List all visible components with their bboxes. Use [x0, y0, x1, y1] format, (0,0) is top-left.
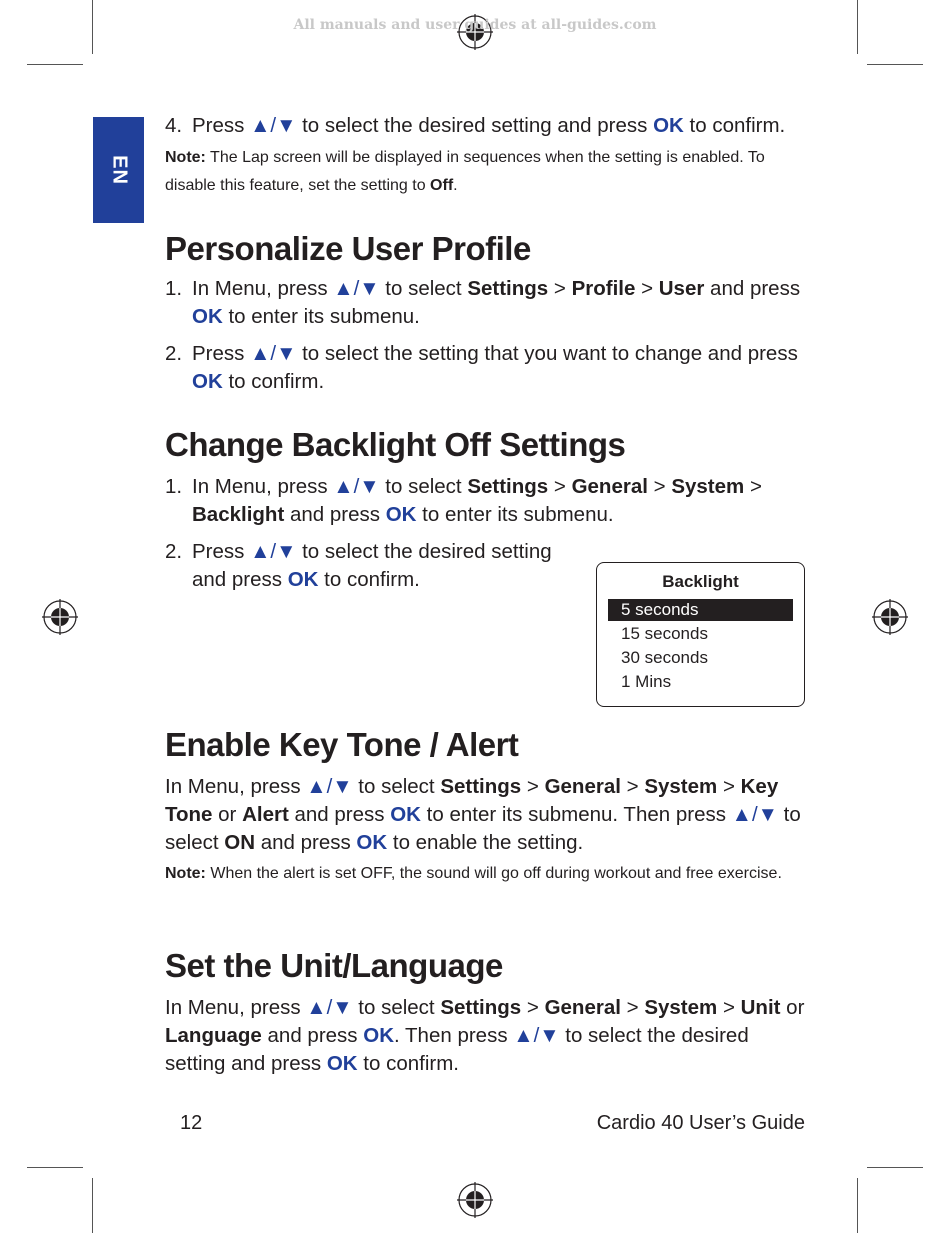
step-number: 1. — [165, 277, 183, 300]
step-text: to confirm. — [318, 568, 420, 591]
step-text: to select — [379, 277, 468, 300]
para-text: In Menu, press — [165, 775, 307, 798]
step-text: to select the desired setting and press — [192, 540, 552, 591]
up-down-arrow-icon: ▲/▼ — [250, 114, 297, 137]
separator: > — [647, 475, 672, 498]
step-text: Press — [192, 540, 251, 563]
step-text: to select — [379, 475, 468, 498]
section-heading-backlight: Change Backlight Off Settings — [165, 426, 626, 463]
menu-unit: Unit — [740, 996, 781, 1019]
menu-alert: Alert — [242, 803, 289, 826]
menu-settings: Settings — [440, 775, 522, 798]
step-text: and press — [284, 503, 386, 526]
menu-system: System — [671, 475, 745, 498]
separator: > — [521, 775, 545, 798]
step-text: Press — [192, 342, 251, 365]
menu-profile: Profile — [571, 277, 636, 300]
screen-option: 15 seconds — [621, 624, 708, 643]
crop-mark — [27, 64, 83, 65]
para-text: In Menu, press — [165, 996, 307, 1019]
registration-mark-icon — [42, 599, 78, 635]
menu-general: General — [544, 775, 621, 798]
menu-settings: Settings — [467, 475, 549, 498]
step-number: 4. — [165, 114, 183, 137]
para-text: and press — [288, 803, 391, 826]
menu-general: General — [544, 996, 621, 1019]
page-content — [165, 112, 810, 594]
para-text: to enable the setting. — [387, 831, 584, 854]
language-tab-label: EN — [108, 155, 130, 185]
keytone-section — [165, 725, 810, 888]
option-on: ON — [224, 831, 255, 854]
para-text: to select — [165, 803, 801, 854]
menu-settings: Settings — [467, 277, 549, 300]
ok-key: OK — [363, 1024, 394, 1047]
ok-key: OK — [653, 114, 684, 137]
separator: > — [521, 996, 545, 1019]
note-text: The Lap screen will be displayed in sequences when the setting is enabled. To disable this feature, set the setting to — [165, 149, 765, 194]
para-text: or — [212, 803, 243, 826]
menu-user: User — [658, 277, 705, 300]
registration-mark-icon — [457, 1182, 493, 1218]
menu-general: General — [571, 475, 648, 498]
step-number: 2. — [165, 540, 183, 563]
para-text: to select — [352, 996, 441, 1019]
step-text: Press — [192, 114, 251, 137]
section-heading-unit: Set the Unit/Language — [165, 947, 503, 984]
language-tab — [93, 117, 144, 223]
step-text: to select the desired setting and press — [296, 114, 654, 137]
watermark: All manuals and user guides at all-guides.com — [293, 17, 657, 33]
backlight-screen — [596, 562, 805, 707]
note-off: Off — [430, 177, 454, 194]
up-down-arrow-icon: ▲/▼ — [306, 775, 353, 798]
separator: > — [717, 775, 741, 798]
para-text: and press — [261, 1024, 364, 1047]
backlight-step-1 — [165, 473, 810, 529]
menu-key-tone: Key Tone — [165, 775, 779, 826]
separator: > — [548, 475, 572, 498]
separator: > — [635, 277, 659, 300]
para-text: and press — [255, 831, 357, 854]
crop-mark — [27, 1167, 83, 1168]
up-down-arrow-icon: ▲/▼ — [333, 475, 380, 498]
step-text: In Menu, press — [192, 475, 334, 498]
para-text: to confirm. — [357, 1052, 459, 1075]
step-text: to confirm. — [683, 114, 786, 137]
ok-key: OK — [287, 568, 319, 591]
para-text: to select — [352, 775, 441, 798]
crop-mark — [867, 1167, 923, 1168]
up-down-arrow-icon: ▲/▼ — [513, 1024, 560, 1047]
step-number: 2. — [165, 342, 183, 365]
note-text: When the alert is set OFF, the sound will go off during workout and free exercise. — [205, 865, 782, 882]
separator: > — [620, 996, 645, 1019]
step-number: 1. — [165, 475, 183, 498]
registration-mark-icon — [872, 599, 908, 635]
screen-title: Backlight — [662, 572, 739, 591]
keytone-paragraph — [165, 773, 810, 857]
screen-option: 1 Mins — [621, 672, 672, 691]
unit-paragraph — [165, 994, 810, 1078]
up-down-arrow-icon: ▲/▼ — [306, 996, 353, 1019]
backlight-step-2 — [165, 538, 577, 594]
note-label: Note: — [165, 865, 206, 882]
step-text: In Menu, press — [192, 277, 334, 300]
step-text: and press — [704, 277, 801, 300]
ok-key: OK — [385, 503, 417, 526]
profile-step-2 — [165, 340, 810, 396]
step-text: to confirm. — [222, 370, 325, 393]
separator: > — [744, 475, 762, 498]
ok-key: OK — [192, 305, 223, 328]
para-text: . Then press — [394, 1024, 514, 1047]
para-text: to enter its submenu. Then press — [420, 803, 732, 826]
ok-key: OK — [326, 1052, 358, 1075]
up-down-arrow-icon: ▲/▼ — [731, 803, 778, 826]
profile-step-1 — [165, 275, 810, 331]
ok-key: OK — [192, 370, 223, 393]
separator: > — [548, 277, 572, 300]
separator: > — [717, 996, 741, 1019]
screen-option: 30 seconds — [621, 648, 708, 667]
ok-key: OK — [356, 831, 388, 854]
menu-backlight: Backlight — [192, 503, 285, 526]
separator: > — [620, 775, 645, 798]
para-text: or — [780, 996, 805, 1019]
note-text: . — [453, 177, 458, 194]
intro-note — [165, 144, 810, 200]
step-text: to enter its submenu. — [222, 305, 420, 328]
screen-option-selected: 5 seconds — [608, 599, 793, 621]
ok-key: OK — [390, 803, 421, 826]
note-label: Note: — [165, 149, 206, 166]
up-down-arrow-icon: ▲/▼ — [250, 540, 297, 563]
unit-section — [165, 946, 810, 1078]
crop-mark — [92, 1178, 93, 1233]
menu-language: Language — [165, 1024, 262, 1047]
menu-system: System — [644, 775, 718, 798]
menu-settings: Settings — [440, 996, 522, 1019]
para-text: to select the desired setting and press — [165, 1024, 749, 1075]
keytone-note — [165, 860, 810, 888]
page-number: 12 — [180, 1112, 203, 1134]
up-down-arrow-icon: ▲/▼ — [250, 342, 297, 365]
up-down-arrow-icon: ▲/▼ — [333, 277, 380, 300]
menu-system: System — [644, 996, 718, 1019]
intro-step — [165, 112, 810, 140]
step-text: to enter its submenu. — [416, 503, 614, 526]
step-text: to select the setting that you want to change and press — [296, 342, 798, 365]
crop-mark — [867, 64, 923, 65]
crop-mark — [857, 1178, 858, 1233]
guide-title: Cardio 40 User’s Guide — [596, 1112, 805, 1134]
section-heading-profile: Personalize User Profile — [165, 230, 531, 267]
section-heading-keytone: Enable Key Tone / Alert — [165, 726, 519, 763]
